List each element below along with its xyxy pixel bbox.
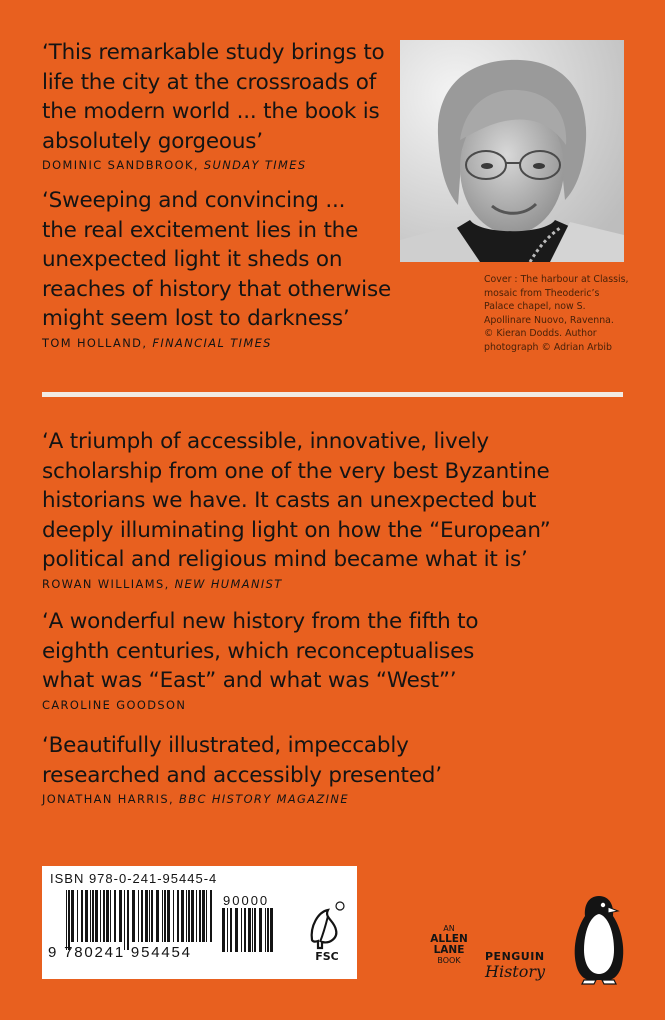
penguin-wordmark: PENGUIN xyxy=(485,950,545,963)
barcode-bar xyxy=(156,890,159,942)
quote-1-line: life the city at the crossroads of xyxy=(42,69,377,95)
ean-barcode xyxy=(66,890,216,950)
barcode-bar xyxy=(68,890,70,950)
quote-1-attribution xyxy=(42,157,385,173)
barcode-bar xyxy=(114,890,116,942)
quote-5-publication: BBC HISTORY MAGAZINE xyxy=(179,792,349,806)
penguin-history-logo xyxy=(485,950,546,981)
barcode-bar xyxy=(124,890,125,950)
barcode-bar xyxy=(119,890,122,942)
quote-4-line: ‘A wonderful new history from the fifth to xyxy=(42,609,479,634)
quote-1-line: ‘This remarkable study brings to xyxy=(42,40,385,65)
barcode-bar xyxy=(92,890,94,942)
barcode-bar xyxy=(227,908,228,952)
barcode-bar xyxy=(270,908,273,952)
barcode-bar xyxy=(177,890,179,942)
quote-3-author: ROWAN WILLIAMS, xyxy=(42,576,170,591)
barcode-bar xyxy=(188,890,190,942)
quote-1-line: the modern world ... the book is xyxy=(42,99,380,124)
cover-credit-line: mosaic from Theoderic’s xyxy=(484,287,600,299)
quote-4-line: eighth centuries, which reconceptualises xyxy=(42,638,475,664)
barcode-bar xyxy=(71,890,74,942)
cover-credit xyxy=(484,273,634,354)
barcode-bar xyxy=(191,890,194,942)
allen-lane-imprint xyxy=(428,924,470,966)
quote-2-line: reaches of history that otherwise xyxy=(42,276,391,302)
barcode-bar xyxy=(106,890,109,942)
barcode-bar xyxy=(202,890,205,942)
quote-5-attribution xyxy=(42,791,442,807)
quote-3-line: scholarship from one of the very best Byzantine xyxy=(42,458,550,484)
barcode-bar xyxy=(199,890,201,942)
series-name: History xyxy=(485,962,546,981)
quote-3-line: deeply illuminating light on how the “European” xyxy=(42,517,551,543)
cover-credit-line: Cover : The harbour at Classis, xyxy=(484,274,629,285)
cover-credit-line: © Kieran Dodds. Author xyxy=(484,328,597,339)
quote-1-author: DOMINIC SANDBROOK, xyxy=(42,158,199,172)
barcode-bar xyxy=(151,890,153,942)
barcode-bar xyxy=(138,890,139,942)
barcode-bar xyxy=(103,890,105,942)
barcode-bar xyxy=(162,890,163,942)
quote-2-line: ‘Sweeping and convincing ... xyxy=(42,188,346,213)
quote-3-line: ‘A triumph of accessible, innovative, lively xyxy=(42,429,489,454)
quote-3-attribution xyxy=(42,576,551,592)
barcode-bar xyxy=(254,908,256,952)
barcode-bar xyxy=(186,890,187,942)
quote-3-publication: NEW HUMANIST xyxy=(174,576,283,591)
imprint-line: ALLEN xyxy=(430,933,468,945)
barcode-bar xyxy=(252,908,253,952)
barcode-bar xyxy=(196,890,197,942)
fsc-label: FSC xyxy=(315,950,339,962)
barcode-bar xyxy=(77,890,78,942)
imprint-line: AN xyxy=(443,924,455,933)
barcode-bar xyxy=(230,908,232,952)
barcode-bar xyxy=(149,890,150,942)
fsc-tree-icon xyxy=(304,900,350,962)
quote-5-author: JONATHAN HARRIS, xyxy=(42,792,175,806)
barcode-bar xyxy=(206,890,207,942)
barcode-bar xyxy=(90,890,91,942)
barcode-bar xyxy=(66,890,67,950)
barcode-bar xyxy=(244,908,246,952)
quote-2-attribution xyxy=(42,335,391,351)
quote-5 xyxy=(42,731,442,807)
ean-digits: 9 780241 954454 xyxy=(48,944,192,961)
barcode-bar xyxy=(95,890,98,942)
quote-1-line: absolutely gorgeous’ xyxy=(42,128,263,154)
quote-1 xyxy=(42,38,385,173)
barcode-panel xyxy=(42,866,357,979)
imprint-line: LANE xyxy=(433,944,465,956)
barcode-bar xyxy=(181,890,184,942)
quote-2-author: TOM HOLLAND, xyxy=(42,335,148,350)
quote-3 xyxy=(42,427,551,592)
quote-4-author: CAROLINE GOODSON xyxy=(42,697,187,712)
addon-digits: 90000 xyxy=(223,893,270,908)
barcode-bar xyxy=(100,890,101,942)
barcode-bar xyxy=(222,908,225,952)
barcode-bar xyxy=(145,890,148,942)
barcode-bar xyxy=(173,890,174,942)
barcode-bar xyxy=(241,908,242,952)
penguin-icon xyxy=(572,894,626,986)
barcode-bar xyxy=(85,890,88,942)
barcode-bar xyxy=(235,908,238,952)
barcode-bar xyxy=(127,890,129,950)
quote-3-line: political and religious mind became what it is’ xyxy=(42,547,528,572)
quote-4-attribution xyxy=(42,697,478,713)
quote-2-line: unexpected light it sheds on xyxy=(42,247,343,272)
barcode-bar xyxy=(259,908,262,952)
quote-2-line: the real excitement lies in the xyxy=(42,217,359,243)
quote-2 xyxy=(42,186,391,351)
barcode-bar xyxy=(167,890,170,942)
barcode-bar xyxy=(81,890,83,942)
author-portrait-image xyxy=(400,40,624,262)
divider-rule xyxy=(42,392,623,397)
quote-5-line: ‘Beautifully illustrated, impeccably xyxy=(42,733,409,758)
barcode-bar xyxy=(265,908,266,952)
quote-2-line: might seem lost to darkness’ xyxy=(42,306,350,331)
barcode-bar xyxy=(132,890,135,942)
cover-credit-line: Palace chapel, now S. xyxy=(484,301,586,312)
quote-4-line: what was “East” and what was “West”’ xyxy=(42,668,457,693)
barcode-bar xyxy=(141,890,143,942)
cover-credit-line: Apollinare Nuovo, Ravenna. xyxy=(484,314,614,326)
cover-credit-line: photograph © Adrian Arbib xyxy=(484,341,612,353)
quote-2-publication: FINANCIAL TIMES xyxy=(152,335,272,350)
quote-4 xyxy=(42,607,478,713)
quote-3-line: historians we have. It casts an unexpected but xyxy=(42,488,537,513)
barcode-bar xyxy=(267,908,269,952)
quote-5-line: researched and accessibly presented’ xyxy=(42,762,442,788)
quote-1-publication: SUNDAY TIMES xyxy=(203,158,307,172)
addon-barcode xyxy=(222,908,276,952)
barcode-bar xyxy=(210,890,212,942)
barcode-bar xyxy=(164,890,166,942)
isbn-label: ISBN 978-0-241-95445-4 xyxy=(50,871,218,886)
barcode-bar xyxy=(248,908,251,952)
imprint-line: BOOK xyxy=(437,956,461,965)
barcode-bar xyxy=(110,890,111,942)
author-photo xyxy=(400,40,624,262)
